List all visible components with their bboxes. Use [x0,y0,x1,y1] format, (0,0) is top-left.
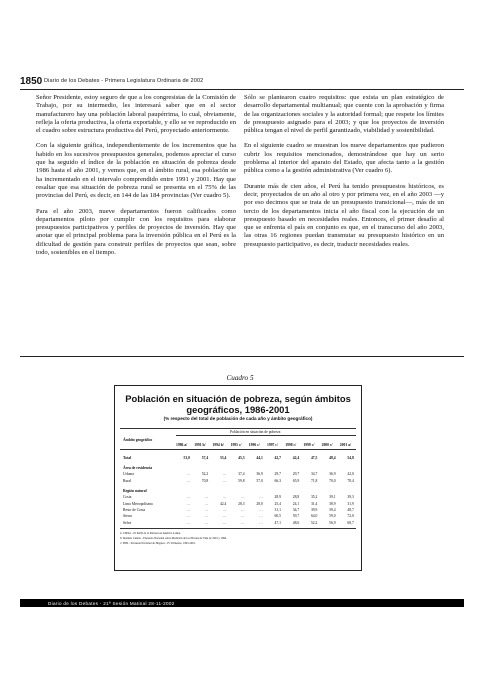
row-label: Selva [123,521,132,525]
table-cell: … [222,479,227,483]
footnote: a/ CEPAL - El Perfil de la Pobreza en América Latina. [120,532,181,535]
table-cell: … [240,508,245,512]
row-label: Costa [123,495,132,499]
table-cell: … [259,495,263,499]
table-cell: 39,9 [310,508,318,512]
table-cell: … [204,514,209,518]
table-cell: 70,0 [329,479,336,483]
table-cell: 29,7 [292,472,300,476]
table-cell: 29,7 [274,472,281,476]
table-cell: … [222,472,227,476]
table-cell: 59,0 [329,514,336,518]
row-label: Total [123,456,132,460]
table-cell: … [186,502,190,506]
table-box [114,385,362,571]
table-cell: 48,6 [292,521,300,525]
row-label: Sierra [123,514,132,518]
page-footer [20,599,464,607]
table-cell: … [186,514,190,518]
column-header: 2001 a/ [339,443,351,447]
table-cell: 39,3 [347,495,354,499]
table-cell: … [186,495,190,499]
table-cell: … [186,508,190,512]
paragraph: Para el año 2003, nueve departamentos fueron calificados como departamentos piloto por cumplir con los requisitos para elaborar presupuestos participativos y perfiles de proyectos de inversión. Hay que anotar que el principal problema para la inversión pública en el Perú es la dificultad de gestión para construir perfiles de proyectos que sean, sobre todo, sostenibles en el tiempo. [36,207,236,257]
table-cell: 59,8 [238,479,245,483]
table-cell: 42,4 [292,456,300,460]
table-cell: 71,8 [310,479,318,483]
table-cell: 57,4 [201,456,209,460]
table-cell: 28,3 [238,502,245,506]
table-title-line1: Población en situación de pobreza, según ámbitos [125,393,351,404]
paragraph: En el siguiente cuadro se muestran los nueve departamentos que pudieron cubrir los requisitos mencionados, demostrándose que hay un serio problema al interior del aparato del Estado, que afecta tanto a la gestión pública como a la gestión administrativa (Ver cuadro 6). [244,142,444,175]
table-cell: … [222,508,227,512]
table-cell: … [240,514,245,518]
table-cell: 53,0 [183,456,190,460]
row-label: Área de residencia [123,466,153,470]
table-cell: 35,2 [310,495,318,499]
table-cell: 28,0 [256,502,263,506]
table-cell: 39,1 [329,495,336,499]
row-label: Región natural [123,489,147,493]
table-cell: 47,5 [310,456,318,460]
table-cell: 42,0 [347,472,354,476]
column-header: 2000 c/ [321,443,333,447]
table-cell: … [240,521,245,525]
table-cell: 66,3 [274,479,281,483]
table-cell: 60,5 [274,514,281,518]
table-rule [120,528,356,529]
table-cell: 59,7 [292,514,300,518]
table-cell: 31,1 [274,508,281,512]
right-column [244,94,444,256]
table-cell: … [259,514,263,518]
table-cell: 68,7 [347,521,354,525]
table-cell: 36,9 [329,472,336,476]
footer-text: Diario de los Debates - 21ª Sesión Matinal 28-11-2002 [48,600,175,606]
table-cell: 34,7 [310,472,318,476]
table-cell: 47,1 [274,521,281,525]
table-cell: 37,4 [238,472,245,476]
table-cell: 39,4 [329,508,336,512]
table-cell: … [204,495,209,499]
table-cell: 28,8 [292,495,300,499]
table-cell: 34,7 [292,508,300,512]
table-cell: … [186,472,190,476]
table-cell: … [259,521,263,525]
table-cell: … [222,495,227,499]
table-cell: 38,9 [329,502,336,506]
cuadro-label: Cuadro 5 [226,374,254,382]
paragraph: Sólo se plantearon cuatro requisitos: que exista un plan estratégico de desarrollo departamental multianual; que cuente con la aprobación y firma de las organizaciones sociales y la autoridad formal; que respete los límites de presupuesto asignado para el 2003; y que los proyectos de inversión pública tengan el nivel de perfil garantizado, viabilidad y sostenibilidad. [244,94,444,135]
table-cell: 42,7 [274,456,281,460]
paragraph: Señor Presidente, estoy seguro de que a los congresistas de la Comisión de Trabajo, por su intermedio, les interesará saber que en el sector manufacturero hay una población laboral paupérrima, lo cual, obviamente, refleja la oferta productiva, la oferta exportable, y ello se ve reproducido en el cuadro sobre estructura productiva del Perú, proyectado anteriormente. [36,94,236,135]
table-cell: … [186,479,190,483]
table-cell: 24,1 [292,502,300,506]
table-cell: 65,9 [292,479,300,483]
column-header: 1998 c/ [285,443,297,447]
table-cell: 64,0 [310,514,318,518]
table-title-line2: geográficos, 1986-2001 [186,404,290,415]
table-cell: 70,8 [201,479,209,483]
column-header: 1991 b/ [194,443,206,447]
table-cell: 31,4 [310,502,318,506]
table-cell: 25,4 [274,502,281,506]
table-cell: … [222,514,227,518]
table-cell: … [259,508,263,512]
running-title: Diario de los Debates - Primera Legislatura Ordinaria de 2002 [44,78,204,84]
table-subtitle: (% respecto del total de población de cada año y ámbito geográfico) [163,416,313,421]
column-header: 1994 b/ [212,443,224,447]
table-cell: 54,8 [347,456,354,460]
table-cell: … [204,508,209,512]
row-label: Rural [123,479,132,483]
group-header: Población en situación de pobreza [230,430,281,434]
table-cell: 42,4 [219,502,227,506]
paragraph: Con la siguiente gráfica, independientemente de los incrementos que ha habido en los sucesivos presupuestos generales, podemos apreciar el curso que ha seguido el índice de la población en situación de pobreza desde 1986 hasta el año 2001, y vemos que, en el ámbito rural, esa población se ha incrementado en el intervalo comprendido entre 1991 y 2001. Hay que resaltar que esa situación de pobreza rural se presenta en el 75% de las provincias del Perú, es decir, en 144 de las 184 provincias (Ver cuadro 5). [36,142,236,200]
table-cell: 52,2 [310,521,318,525]
table-rule [120,428,356,429]
table-cell: 72,0 [347,514,354,518]
column-header: 1996 c/ [248,443,260,447]
footnote: c/ INEI - Encuesta Nacional de Hogares - IV Trimestre, 1995-2001. [120,542,196,545]
column-header: 1999 c/ [303,443,315,447]
table-cell: … [186,521,190,525]
table-cell: 57,0 [256,479,263,483]
page-number: 1850 [20,76,43,87]
section-rule [20,356,464,357]
table-title [115,393,361,415]
footnote: b/ Instituto Cuánto - Encuesta Nacional sobre Medición de los Niveles de Vida de 1991 y 1994. [120,537,227,540]
table-cell: 78,4 [347,479,354,483]
table-cell: 36,9 [256,472,263,476]
column-header: 1997 c/ [267,443,278,447]
column-header: 1995 c/ [230,443,242,447]
table-cell: 48,7 [347,508,354,512]
table-cell: 48,4 [329,456,336,460]
column-header: 1986 a/ [176,443,188,447]
table-cell: 52,2 [201,472,209,476]
stub-header: Ámbito geográfico [123,438,153,442]
row-label: Lima Metropolitana [123,502,153,506]
table-cell: … [204,521,209,525]
table-cell: 53,4 [219,456,227,460]
paragraph: Durante más de cien años, el Perú ha tenido presupuestos históricos, es decir, proyectados de un año al otro y por primera vez, en el año 2003 —y por eso decimos que se trata de un presupuesto transicional—, más de un tercio de los departamentos inicia el año fiscal con la ejecución de un presupuesto basado en necesidades reales. Entonces, el primer desafío al que se enfrenta el país en conjunto es que, en el transcurso del año 2003, las otras 16 regiones puedan transmutar su presupuesto histórico en un presupuesto participativo, es decir, traducir necesidades reales. [244,182,444,248]
header-rule [20,89,464,90]
left-column [36,94,236,264]
table-cell: 45,3 [238,456,245,460]
table-rule [120,449,356,450]
row-label: Resto de Costa [123,508,146,512]
table-cell: … [240,495,245,499]
table-cell: 44,1 [256,456,263,460]
table-cell: 56,9 [329,521,336,525]
table-cell: 28,9 [274,495,281,499]
table-cell: 31,9 [347,502,354,506]
table-rule [176,435,356,436]
row-label: Urbana [123,472,134,476]
table-cell: … [204,502,209,506]
page-header [20,76,468,88]
table-cell: … [222,521,227,525]
